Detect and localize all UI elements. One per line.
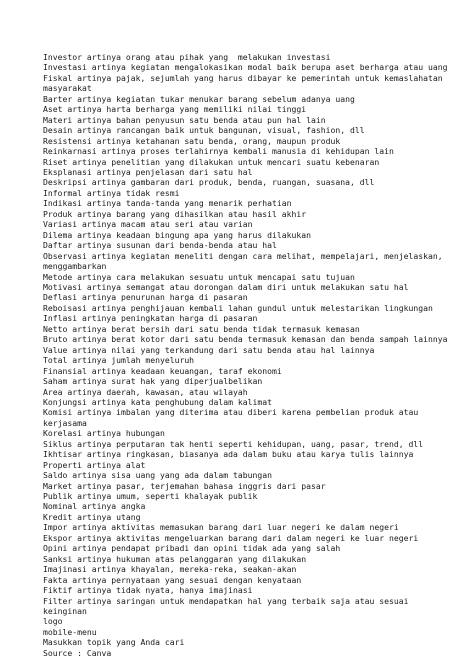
text-line: Investor artinya orang atau pihak yang melakukan investasi xyxy=(43,52,331,62)
text-line: Ekspor artinya aktivitas mengeluarkan barang dari dalam negeri ke luar negeri xyxy=(43,532,419,543)
text-line: masyarakat xyxy=(43,83,92,94)
text-line: Reboisasi artinya penghijauan kembali lahan gundul untuk melestarikan lingkungan xyxy=(43,302,433,313)
text-line: Saldo artinya sisa uang yang ada dalam tabungan xyxy=(43,470,273,481)
text-line: menggambarkan xyxy=(43,261,107,272)
text-line: Aset artinya harta berharga yang memiliki nilai tinggi xyxy=(43,104,307,115)
text-line: Desain artinya rancangan baik untuk bangunan, visual, fashion, dll xyxy=(43,125,365,136)
text-line: logo xyxy=(43,616,63,627)
text-line: Properti artinya alat xyxy=(43,459,146,470)
text-line: Metode artinya cara melakukan sesuatu untuk mencapai satu tujuan xyxy=(43,271,355,282)
text-line: Market artinya pasar, terjemahan bahasa inggris dari pasar xyxy=(43,480,326,491)
text-line: Investasi artinya kegiatan mengalokasikan modal baik berupa aset berharga atau uang xyxy=(43,62,448,73)
text-line: Deflasi artinya penurunan harga di pasaran xyxy=(43,292,248,303)
text-line: Variasi artinya macam atau seri atau varian xyxy=(43,219,253,230)
text-line: Produk artinya barang yang dihasilkan atau hasil akhir xyxy=(43,208,307,219)
text-line: Nominal artinya angka xyxy=(43,501,146,512)
text-line: Deskripsi artinya gambaran dari produk, benda, ruangan, suasana, dll xyxy=(43,177,375,188)
text-line: Inflasi artinya peningkatan harga di pasaran xyxy=(43,313,258,324)
text-line: Informal artinya tidak resmi xyxy=(43,187,180,198)
text-line: Materi artinya bahan penyusun satu benda atau pun hal lain xyxy=(43,114,326,125)
text-line: Source : Canva xyxy=(43,647,112,658)
text-line: Riset artinya penelitian yang dilakukan untuk mencari suatu kebenaran xyxy=(43,156,380,167)
text-line: Resistensi artinya ketahanan satu benda, orang, maupun produk xyxy=(43,135,341,146)
text-line: Total artinya jumlah menyeluruh xyxy=(43,355,195,366)
text-line: Area artinya daerah, kawasan, atau wilayah xyxy=(43,386,248,397)
text-line: Kredit artinya utang xyxy=(43,511,141,522)
text-line: Imajinasi artinya khayalan, mereka-reka, seakan-akan xyxy=(43,564,297,575)
text-line: Opini artinya pendapat pribadi dan opini tidak ada yang salah xyxy=(43,543,341,554)
text-line: Finansial artinya keadaan keuangan, taraf ekonomi xyxy=(43,365,282,376)
text-line: Daftar artinya susunan dari benda-benda atau hal xyxy=(43,240,277,251)
text-line: Fakta artinya pernyataan yang sesuai dengan kenyataan xyxy=(43,574,302,585)
text-line: Korelasi artinya hubungan xyxy=(43,428,165,439)
text-line: Ikhtisar artinya ringkasan, biasanya ada dalam buku atau karya tulis lainnya xyxy=(43,449,414,460)
text-line: Fiktif artinya tidak nyata, hanya imajinasi xyxy=(43,585,253,596)
text-line: Fiskal artinya pajak, sejumlah yang harus dibayar ke pemerintah untuk kemaslahatan xyxy=(43,72,443,83)
text-line: keinginan xyxy=(43,606,87,617)
text-line: Reinkarnasi artinya proses terlahirnya kembali manusia di kehidupan lain xyxy=(43,146,394,157)
text-line: Konjungsi artinya kata penghubung dalam kalimat xyxy=(43,396,273,407)
text-line: Eksplanasi artinya penjelasan dari satu hal xyxy=(43,166,253,177)
text-line: Saham artinya surat hak yang diperjualbelikan xyxy=(43,376,263,387)
text-line: Komisi artinya imbalan yang diterima atau diberi karena pembelian produk atau xyxy=(43,407,419,418)
text-line: Filter artinya saringan untuk mendapatkan hal yang terbaik saja atau sesuai xyxy=(43,595,409,606)
text-line: Observasi artinya kegiatan meneliti dengan cara melihat, mempelajari, menjelaskan, xyxy=(43,250,443,261)
text-line: Sanksi artinya hukuman atas pelanggaran yang dilakukan xyxy=(43,553,307,564)
text-line: Bruto artinya berat kotor dari satu benda termasuk kemasan dan benda sampah lainnya xyxy=(43,334,448,345)
text-line: Impor artinya aktivitas memasukan barang dari luar negeri ke dalam negeri xyxy=(43,522,399,533)
text-line: Netto artinya berat bersih dari satu benda tidak termasuk kemasan xyxy=(43,323,360,334)
text-line: Dilema artinya keadaan bingung apa yang harus dilakukan xyxy=(43,229,312,240)
text-line: mobile-menu xyxy=(43,626,97,637)
text-line: Barter artinya kegiatan tukar menukar barang sebelum adanya uang xyxy=(43,93,355,104)
text-line: Masukkan topik yang Anda cari xyxy=(43,637,185,648)
text-line: Indikasi artinya tanda-tanda yang menarik perhatian xyxy=(43,198,292,209)
text-line: Publik artinya umum, seperti khalayak publik xyxy=(43,491,258,502)
text-line: Motivasi artinya semangat atau dorongan dalam diri untuk melakukan satu hal xyxy=(43,281,409,292)
text-line: kerjasama xyxy=(43,417,87,428)
text-line: Siklus artinya perputaran tak henti seperti kehidupan, uang, pasar, trend, dll xyxy=(43,438,424,449)
text-line: Value artinya nilai yang terkandung dari satu benda atau hal lainnya xyxy=(43,344,375,355)
